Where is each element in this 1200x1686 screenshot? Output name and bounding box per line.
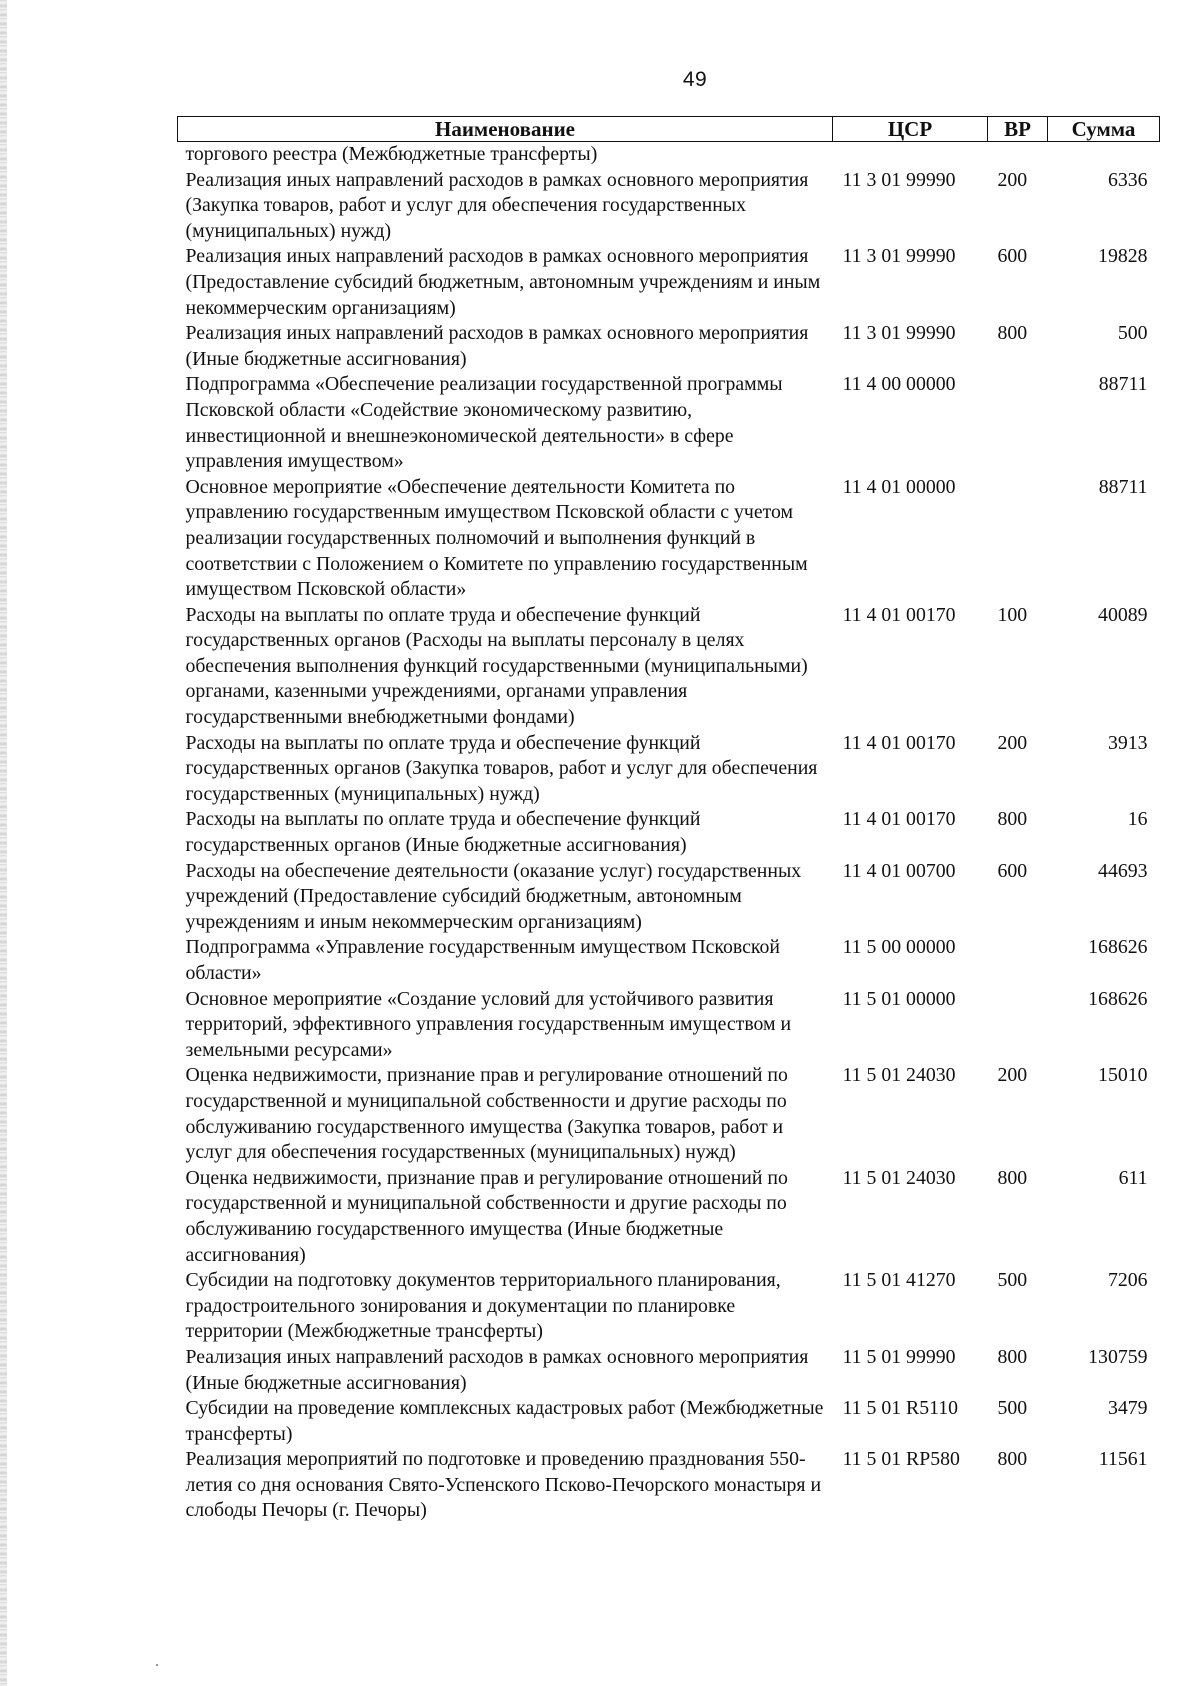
row-vr-cell: 600 bbox=[997, 859, 1028, 882]
row-csr-cell bbox=[833, 142, 988, 168]
row-sum-cell: 15010 bbox=[1098, 1064, 1148, 1087]
table-row bbox=[178, 807, 1160, 858]
table-row bbox=[178, 935, 1160, 986]
row-name-cell: Субсидии на подготовку документов территориального планирования, градостроительного зонирования и документации по планировке территории (Межбюджетные трансферты) bbox=[185, 1269, 781, 1343]
table-row bbox=[178, 1166, 1160, 1268]
row-name-cell: Подпрограмма «Управление государственным имуществом Псковской области» bbox=[185, 936, 780, 984]
table-row bbox=[178, 1063, 1160, 1165]
row-sum-cell: 44693 bbox=[1098, 859, 1148, 882]
row-name-cell: Оценка недвижимости, признание прав и регулирование отношений по государственной и муниципальной собственности и другие расходы по обслуживанию государственного имущества (Иные бюджетные ассигнования) bbox=[185, 1166, 788, 1266]
row-csr-cell: 11 5 01 41270 bbox=[842, 1269, 956, 1292]
row-vr-cell: 800 bbox=[997, 1345, 1028, 1368]
row-sum-cell: 130759 bbox=[1088, 1345, 1148, 1368]
table-row bbox=[178, 731, 1160, 808]
table-header-row bbox=[178, 117, 1160, 142]
table-row bbox=[178, 1396, 1160, 1447]
row-vr-cell: 800 bbox=[997, 808, 1028, 831]
row-name-cell: Реализация иных направлений расходов в рамках основного мероприятия (Иные бюджетные ассигнования) bbox=[185, 1345, 809, 1394]
budget-table bbox=[177, 116, 1160, 1524]
row-vr-cell: 800 bbox=[997, 1166, 1028, 1189]
row-name-cell: Субсидии на проведение комплексных кадастровых работ (Межбюджетные трансферты) bbox=[185, 1397, 824, 1445]
row-vr-cell: 500 bbox=[997, 1397, 1028, 1420]
row-vr-cell: 200 bbox=[997, 1064, 1028, 1087]
row-name-cell: Расходы на выплаты по оплате труда и обеспечение функций государственных органов (Закупка товаров, работ и услуг для обеспечения государственных (муниципальных) нужд) bbox=[185, 731, 818, 805]
table-row bbox=[178, 1268, 1160, 1345]
row-csr-cell: 11 5 01 24030 bbox=[842, 1064, 956, 1087]
row-vr-cell: 800 bbox=[997, 1448, 1028, 1471]
row-vr-cell: 200 bbox=[997, 731, 1028, 754]
row-name-cell: Реализация иных направлений расходов в рамках основного мероприятия (Иные бюджетные ассигнования) bbox=[185, 322, 809, 370]
row-name-cell: Основное мероприятие «Обеспечение деятельности Комитета по управлению государственным имуществом Псковской области с учетом реализации государственных полномочий и выполнения функций в соответствии с Положением о Комитете по управлению государственным имуществом Псковской области» bbox=[185, 475, 808, 601]
table-row bbox=[178, 1447, 1160, 1524]
row-sum-cell: 88711 bbox=[1098, 373, 1148, 396]
row-vr-cell: 600 bbox=[997, 245, 1028, 268]
page-number: 49 bbox=[682, 68, 708, 91]
header-vr: ВР bbox=[988, 117, 1048, 142]
row-sum-cell: 88711 bbox=[1098, 475, 1148, 498]
table-row bbox=[178, 987, 1160, 1064]
row-csr-cell: 11 4 01 00000 bbox=[842, 475, 956, 498]
row-csr-cell: 11 4 01 00700 bbox=[842, 859, 956, 882]
row-name-cell: торгового реестра (Межбюджетные трансферты) bbox=[185, 143, 598, 165]
table-row bbox=[178, 321, 1160, 372]
row-name-cell: Расходы на выплаты по оплате труда и обеспечение функций государственных органов (Расходы на выплаты персоналу в целях обеспечения выполнения функций государственными (муниципальными) органами, казенными учреждениями, органами управления государственными внебюджетными фондами) bbox=[185, 603, 808, 729]
row-sum-cell: 40089 bbox=[1098, 603, 1148, 626]
row-vr-cell bbox=[988, 372, 1048, 474]
row-name-cell: Подпрограмма «Обеспечение реализации государственной программы Псковской области «Содействие экономическому развитию, инвестиционной и внешнеэкономической деятельности» в сфере управления имуществом» bbox=[185, 373, 783, 473]
row-name-cell: Расходы на выплаты по оплате труда и обеспечение функций государственных органов (Иные бюджетные ассигнования) bbox=[185, 808, 701, 857]
row-csr-cell: 11 5 01 RP580 bbox=[842, 1448, 960, 1471]
row-sum-cell: 16 bbox=[1127, 808, 1148, 831]
table-row bbox=[178, 475, 1160, 603]
row-vr-cell bbox=[988, 935, 1048, 986]
row-csr-cell: 11 3 01 99990 bbox=[842, 168, 956, 191]
row-vr-cell: 200 bbox=[997, 168, 1028, 191]
row-name-cell: Реализация иных направлений расходов в рамках основного мероприятия (Предоставление субсидий бюджетным, автономным учреждениям и иным некоммерческим организациям) bbox=[185, 245, 821, 319]
row-sum-cell: 19828 bbox=[1098, 245, 1148, 268]
header-sum: Сумма bbox=[1048, 117, 1160, 142]
table-body bbox=[178, 142, 1160, 1525]
row-sum-cell: 500 bbox=[1117, 322, 1148, 345]
row-sum-cell: 7206 bbox=[1107, 1269, 1148, 1292]
row-vr-cell: 100 bbox=[997, 603, 1028, 626]
row-name-cell: Оценка недвижимости, признание прав и регулирование отношений по государственной и муниципальной собственности и другие расходы по обслуживанию государственного имущества (Закупка товаров, работ и услуг для обеспечения государственных (муниципальных) нужд) bbox=[185, 1064, 788, 1164]
row-vr-cell: 800 bbox=[997, 322, 1028, 345]
row-vr-cell bbox=[988, 142, 1048, 168]
row-sum-cell bbox=[1048, 142, 1160, 168]
table-row bbox=[178, 372, 1160, 474]
row-csr-cell: 11 5 01 99990 bbox=[842, 1345, 956, 1368]
scan-edge bbox=[0, 0, 7, 1686]
scan-speck bbox=[156, 1664, 158, 1666]
row-vr-cell bbox=[988, 987, 1048, 1064]
table-row bbox=[178, 859, 1160, 936]
row-csr-cell: 11 4 01 00170 bbox=[842, 808, 956, 831]
header-csr: ЦСР bbox=[833, 117, 988, 142]
row-sum-cell: 611 bbox=[1118, 1166, 1148, 1189]
row-csr-cell: 11 3 01 99990 bbox=[842, 322, 956, 345]
row-sum-cell: 168626 bbox=[1088, 936, 1148, 959]
table-row bbox=[178, 168, 1160, 245]
header-name: Наименование bbox=[178, 117, 833, 142]
table-row bbox=[178, 142, 1160, 168]
row-name-cell: Основное мероприятие «Создание условий для устойчивого развития территорий, эффективного управления государственным имуществом и земельными ресурсами» bbox=[185, 987, 792, 1061]
row-csr-cell: 11 5 00 00000 bbox=[842, 936, 956, 959]
row-name-cell: Реализация иных направлений расходов в рамках основного мероприятия (Закупка товаров, работ и услуг для обеспечения государственных (муниципальных) нужд) bbox=[185, 168, 809, 242]
row-csr-cell: 11 4 01 00170 bbox=[842, 731, 956, 754]
row-sum-cell: 6336 bbox=[1107, 168, 1148, 191]
row-csr-cell: 11 5 01 R5110 bbox=[842, 1397, 959, 1420]
row-sum-cell: 168626 bbox=[1088, 987, 1148, 1010]
row-csr-cell: 11 4 00 00000 bbox=[842, 373, 956, 396]
row-csr-cell: 11 5 01 00000 bbox=[842, 987, 956, 1010]
table-row bbox=[178, 244, 1160, 321]
row-csr-cell: 11 3 01 99990 bbox=[842, 245, 956, 268]
row-sum-cell: 3479 bbox=[1107, 1397, 1148, 1420]
row-name-cell: Реализация мероприятий по подготовке и проведению празднования 550-летия со дня основания Свято-Успенского Псково-Печорского монастыря и слободы Печоры (г. Печоры) bbox=[185, 1448, 822, 1522]
row-sum-cell: 3913 bbox=[1107, 731, 1148, 754]
row-csr-cell: 11 4 01 00170 bbox=[842, 603, 956, 626]
table-row bbox=[178, 1345, 1160, 1396]
table-row bbox=[178, 603, 1160, 731]
row-sum-cell: 11561 bbox=[1098, 1448, 1148, 1471]
row-vr-cell bbox=[988, 475, 1048, 603]
row-vr-cell: 500 bbox=[997, 1269, 1028, 1292]
row-name-cell: Расходы на обеспечение деятельности (оказание услуг) государственных учреждений (Предоставление субсидий бюджетным, автономным учреждениям и иным некоммерческим организациям) bbox=[185, 859, 802, 933]
row-csr-cell: 11 5 01 24030 bbox=[842, 1166, 956, 1189]
